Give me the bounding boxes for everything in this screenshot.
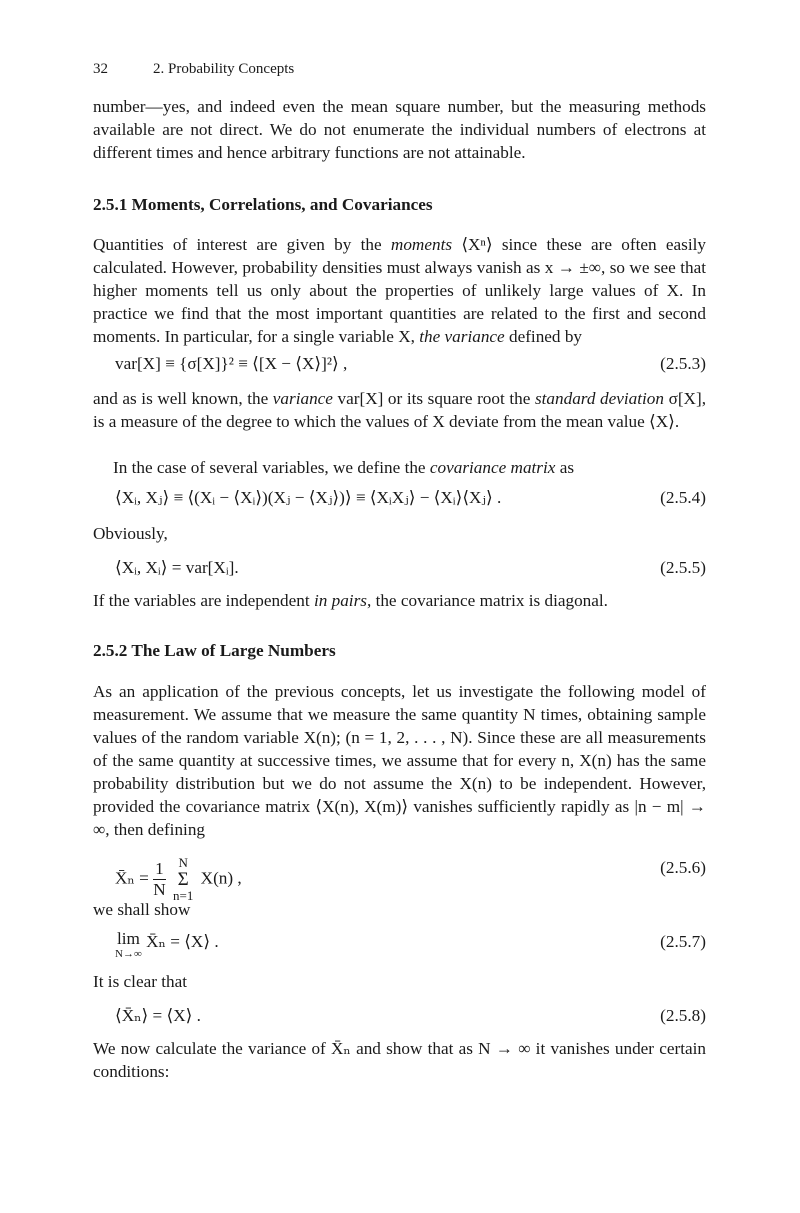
equation-2-5-7-body: lim N→∞ X̄ₙ = ⟨X⟩ . [115,929,219,960]
paragraph-variance-calculation: We now calculate the variance of X̄ₙ and show that as N → ∞ it vanishes under certain conditions: [93,1039,706,1081]
paragraph-covariance: In the case of several variables, we define the covariance matrix as [113,458,575,477]
equation-2-5-6-number: (2.5.6) [660,858,706,877]
term-variance: variance [272,389,333,408]
equation-2-5-4 [93,486,706,512]
paragraph-independent-pairs: If the variables are independent in pairs, the covariance matrix is diagonal. [93,591,608,610]
term-in-pairs: in pairs [313,591,367,610]
equation-2-5-3-number: (2.5.3) [660,354,706,373]
paragraph-moments: Quantities of interest are given by the moments ⟨Xⁿ⟩ since these are often easily calculated. However, probability densities must always vanish as x → ±∞, so we see that higher moments tell us only about the properties of unlikely large values of X. In practice we find that the most important quantities are related to the first and second moments. In particular, for a single variable X, the variance defined by [93,235,706,346]
equation-2-5-8 [93,1004,706,1030]
intro-paragraph: number—yes, and indeed even the mean square number, but the measuring methods available are not direct. We do not enumerate the individual numbers of electrons at different times and hence arbitrary functions are not attainable. [93,97,706,162]
section-heading-2-5-1: 2.5.1 Moments, Correlations, and Covariances [93,195,433,214]
chapter-title: 2. Probability Concepts [153,61,295,77]
equation-2-5-4-body: ⟨Xᵢ, Xⱼ⟩ ≡ ⟨(Xᵢ − ⟨Xᵢ⟩)(Xⱼ − ⟨Xⱼ⟩)⟩ ≡ ⟨XᵢXⱼ⟩ − ⟨Xᵢ⟩⟨Xⱼ⟩ . [115,488,502,507]
equation-2-5-5 [93,556,706,582]
equation-2-5-8-body: ⟨X̄ₙ⟩ = ⟨X⟩ . [115,1006,201,1025]
page-number: 32 [93,61,108,77]
text-obviously: Obviously, [93,524,168,543]
summation-symbol: N Σ n=1 [173,855,194,903]
term-standard-deviation: standard deviation [534,389,664,408]
equation-2-5-5-number: (2.5.5) [660,558,706,577]
equation-2-5-8-number: (2.5.8) [660,1006,706,1025]
paragraph-law-of-large-numbers: As an application of the previous concepts, let us investigate the following model of measurement. We assume that we measure the same quantity N times, obtaining sample values of the random variable X(n); (n = 1, 2, . . . , N). Since these are all measurements of the same quantity at successive times, we assume that for every n, X(n) has the same probability distribution but we do not assume the X(n) to be independent. However, provided the covariance matrix ⟨X(n), X(m)⟩ vanishes sufficiently rapidly as |n − m| → ∞, then defining [93,682,706,839]
text-we-shall-show: we shall show [93,900,191,919]
equation-2-5-7 [93,930,706,964]
equation-2-5-5-body: ⟨Xᵢ, Xᵢ⟩ = var[Xᵢ]. [115,558,239,577]
running-head [93,58,294,81]
term-the-variance: the variance [419,327,505,346]
limit-operator: lim N→∞ [115,929,142,960]
paragraph-variance: and as is well known, the variance var[X] or its square root the standard deviation σ[X], is a measure of the degree to which the values of X deviate from the mean value ⟨X⟩. [93,389,706,431]
fraction-one-over-n: $\frac{1}{N}$ [153,859,166,899]
section-heading-2-5-2: 2.5.2 The Law of Large Numbers [93,641,336,660]
equation-2-5-4-number: (2.5.4) [660,488,706,507]
equation-2-5-7-number: (2.5.7) [660,932,706,951]
equation-2-5-6 [93,846,706,903]
equation-2-5-3 [93,352,706,378]
text-clear-that: It is clear that [93,972,188,991]
equation-2-5-6-body: X̄ₙ = $\frac{1}{N}$ N Σ n=1 X(n) , [115,855,242,903]
term-moments: moments [390,235,453,254]
equation-2-5-3-body: var[X] ≡ {σ[X]}² ≡ ⟨[X − ⟨X⟩]²⟩ , [115,354,348,373]
term-covariance-matrix: covariance matrix [429,458,556,477]
